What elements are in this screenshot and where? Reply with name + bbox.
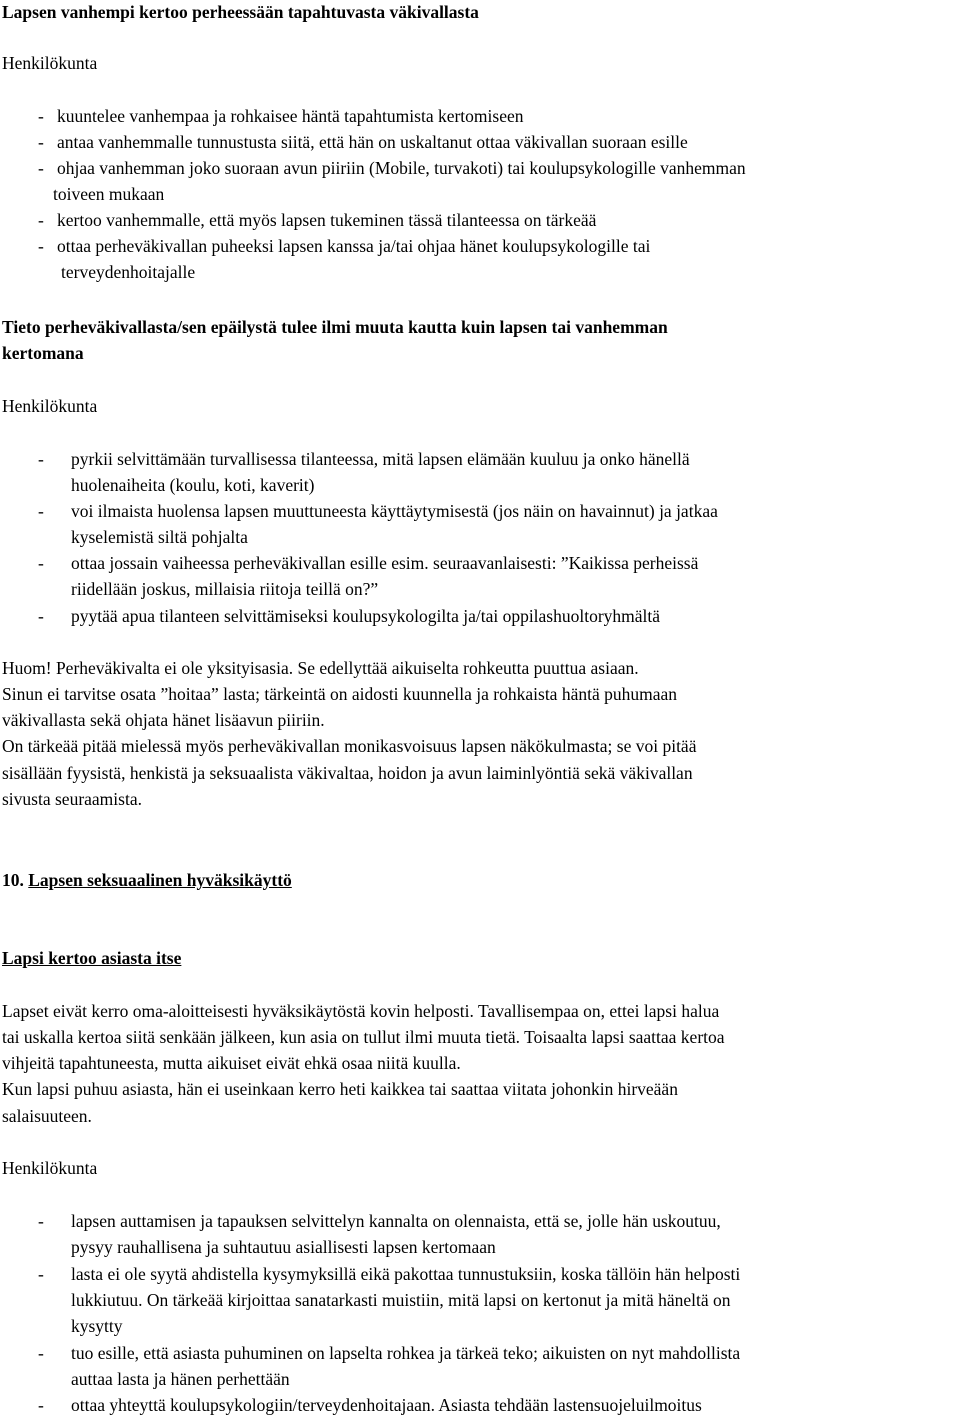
section-title: Lapsen vanhempi kertoo perheessään tapahtuvasta väkivallasta [2,2,479,22]
list-dash: - [38,132,44,152]
list-dash: - [38,158,44,178]
list-dash: - [38,1395,44,1415]
list-dash: - [38,449,44,469]
note-line: On tärkeää pitää mielessä myös perheväkivallan monikasvoisuus lapsen näkökulmasta; se voi pitää [2,736,697,756]
list-item: ottaa yhteyttä koulupsykologiin/terveydenhoitajaan. Asiasta tehdään lastensuojeluilmoitus [71,1395,702,1415]
list-dash: - [38,606,44,626]
staff-label: Henkilökunta [2,396,98,416]
list-item: tuo esille, että asiasta puhuminen on lapselta rohkea ja tärkeä teko; aikuisten on nyt mahdollista [71,1343,741,1363]
note-line: väkivallasta sekä ohjata hänet lisäavun piiriin. [2,710,325,730]
list-dash: - [38,1211,44,1231]
section-title: Tieto perheväkivallasta/sen epäilystä tulee ilmi muuta kautta kuin lapsen tai vanhemman [2,317,668,337]
list-item: kuuntelee vanhempaa ja rohkaisee häntä tapahtumista kertomiseen [57,106,524,126]
list-item: pyytää apua tilanteen selvittämiseksi koulupsykologilta ja/tai oppilashuoltoryhmältä [71,606,661,626]
list-item-continuation: riidellään joskus, millaisia riitoja teillä on?” [71,579,379,599]
note-line: sivusta seuraamista. [2,789,142,809]
list-item: pyrkii selvittämään turvallisessa tilanteessa, mitä lapsen elämään kuuluu ja onko hänellä [71,449,690,469]
list-dash: - [38,1264,44,1284]
list-item: lasta ei ole syytä ahdistella kysymyksillä eikä pakottaa tunnustuksiin, koska tällöin hän helposti [71,1264,741,1284]
list-item-continuation: auttaa lasta ja hänen perhettään [71,1369,290,1389]
staff-label: Henkilökunta [2,53,98,73]
section-title-continuation: kertomana [2,343,84,363]
subheading: Lapsi kertoo asiasta itse [2,948,182,968]
list-item-continuation: terveydenhoitajalle [61,262,196,282]
chapter-number: 10. [2,870,24,890]
paragraph-line: tai uskalla kertoa siitä senkään jälkeen, kun asia on tullut ilmi muuta tietä. Toisaalta lapsi saattaa kertoa [2,1027,725,1047]
list-item-continuation: pysyy rauhallisena ja suhtautuu asiallisesti lapsen kertomaan [71,1237,496,1257]
list-item-continuation: huolenaiheita (koulu, koti, kaverit) [71,475,315,495]
list-dash: - [38,106,44,126]
note-line: Huom! Perheväkivalta ei ole yksityisasia. Se edellyttää aikuiselta rohkeutta puuttua asiaan. [2,658,639,678]
paragraph-line: salaisuuteen. [2,1106,92,1126]
paragraph-line: vihjeitä tapahtuneesta, mutta aikuiset eivät ehkä osaa niitä kuulla. [2,1053,461,1073]
list-dash: - [38,236,44,256]
list-item: kertoo vanhemmalle, että myös lapsen tukeminen tässä tilanteessa on tärkeää [57,210,597,230]
list-dash: - [38,501,44,521]
list-item-continuation: kysytty [71,1316,123,1336]
staff-label: Henkilökunta [2,1158,98,1178]
paragraph-line: Lapset eivät kerro oma-aloitteisesti hyväksikäytöstä kovin helposti. Tavallisempaa on, ettei lapsi halua [2,1001,720,1021]
list-item-continuation: kyselemistä siltä pohjalta [71,527,248,547]
note-line: Sinun ei tarvitse osata ”hoitaa” lasta; tärkeintä on aidosti kuunnella ja rohkaista häntä puhumaan [2,684,677,704]
list-dash: - [38,553,44,573]
paragraph-line: Kun lapsi puhuu asiasta, hän ei useinkaan kerro heti kaikkea tai saattaa viitata johonkin hirveään [2,1079,678,1099]
chapter-heading [2,867,292,893]
list-item-continuation: lukkiutuu. On tärkeää kirjoittaa sanatarkasti muistiin, mitä lapsi on kertonut ja mitä häneltä on [71,1290,731,1310]
list-item: ottaa perheväkivallan puheeksi lapsen kanssa ja/tai ohjaa hänet koulupsykologille tai [57,236,651,256]
list-item-continuation: toiveen mukaan [53,184,165,204]
list-item: voi ilmaista huolensa lapsen muuttuneesta käyttäytymisestä (jos näin on havainnut) ja jatkaa [71,501,718,521]
chapter-title: Lapsen seksuaalinen hyväksikäyttö [28,870,292,890]
list-dash: - [38,1343,44,1363]
list-item: ohjaa vanhemman joko suoraan avun piiriin (Mobile, turvakoti) tai koulupsykologille vanhemman [57,158,746,178]
note-line: sisällään fyysistä, henkistä ja seksuaalista väkivaltaa, hoidon ja avun laiminlyöntiä sekä väkivallan [2,763,693,783]
list-item: ottaa jossain vaiheessa perheväkivallan esille esim. seuraavanlaisesti: ”Kaikissa perheissä [71,553,699,573]
list-item: antaa vanhemmalle tunnustusta siitä, että hän on uskaltanut ottaa väkivallan suoraan esille [57,132,688,152]
list-dash: - [38,210,44,230]
list-item: lapsen auttamisen ja tapauksen selvittelyn kannalta on olennaista, että se, jolle hän uskoutuu, [71,1211,721,1231]
